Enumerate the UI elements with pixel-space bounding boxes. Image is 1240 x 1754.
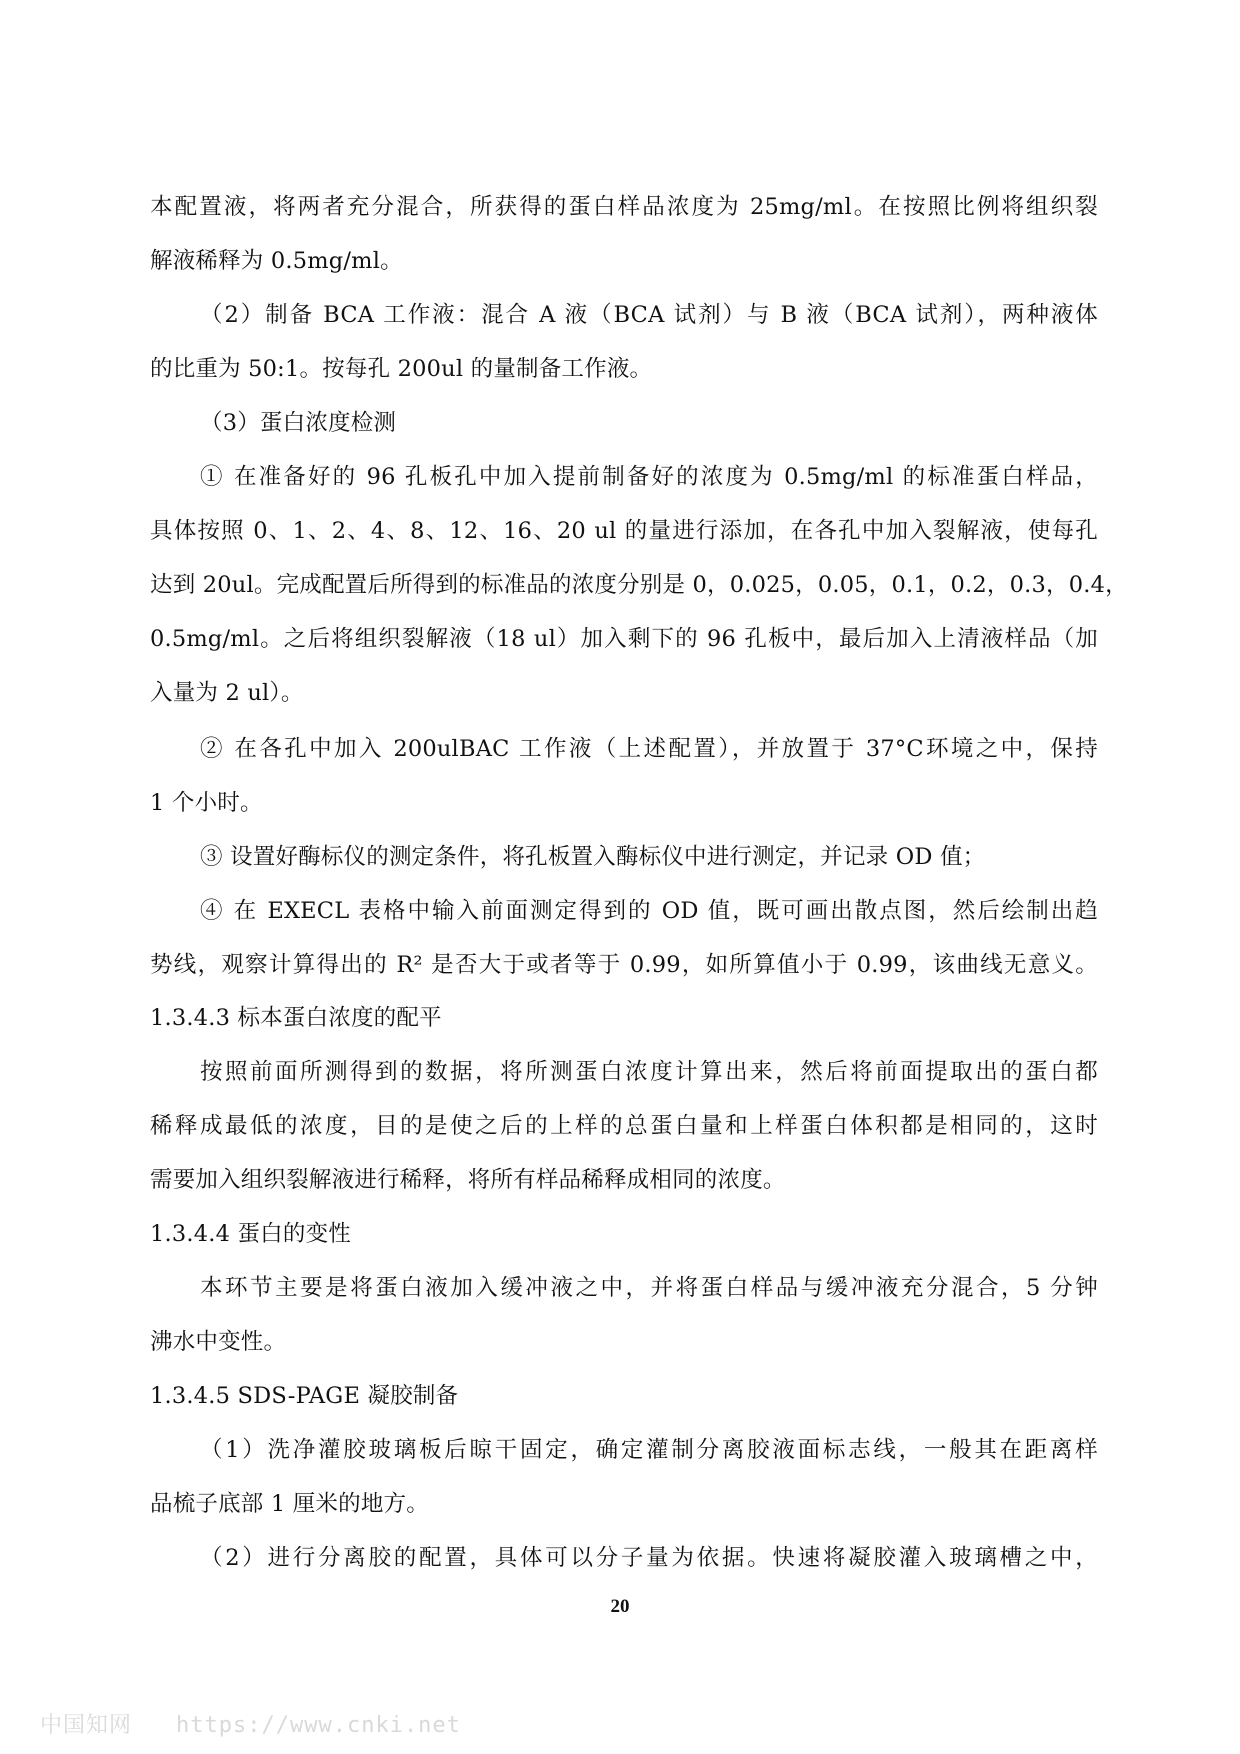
text-line-21: 本环节主要是将蛋白液加入缓冲液之中，并将蛋白样品与缓冲液充分混合，5 分钟 (200, 1275, 1098, 1301)
text-line-17: 按照前面所测得到的数据，将所测蛋白浓度计算出来，然后将前面提取出的蛋白都 (200, 1059, 1098, 1085)
page-number: 20 (610, 1596, 630, 1617)
section-heading-1-3-4-4: 1.3.4.4 蛋白的变性 (150, 1221, 351, 1247)
section-heading-1-3-4-5: 1.3.4.5 SDS-PAGE 凝胶制备 (150, 1383, 459, 1409)
text-line-24: （1）洗净灌胶玻璃板后晾干固定，确定灌制分离胶液面标志线，一般其在距离样 (200, 1437, 1098, 1463)
text-line-9: 0.5mg/ml。之后将组织裂解液（18 ul）加入剩下的 96 孔板中，最后加入上清液样品（加 (150, 626, 1098, 652)
watermark-brand: 中国知网 (40, 1713, 133, 1738)
text-line-3: （2）制备 BCA 工作液：混合 A 液（BCA 试剂）与 B 液（BCA 试剂），两种液体 (200, 302, 1098, 328)
text-line-13: ③ 设置好酶标仪的测定条件，将孔板置入酶标仪中进行测定，并记录 OD 值； (200, 844, 986, 870)
cnki-watermark (40, 1708, 461, 1739)
text-line-6: ① 在准备好的 96 孔板孔中加入提前制备好的浓度为 0.5mg/ml 的标准蛋白样品， (200, 464, 1098, 490)
text-line-25: 品梳子底部 1 厘米的地方。 (150, 1491, 429, 1517)
text-line-10: 入量为 2 ul）。 (150, 680, 304, 706)
text-line-12: 1 个小时。 (150, 790, 263, 816)
text-line-19: 需要加入组织裂解液进行稀释，将所有样品稀释成相同的浓度。 (150, 1167, 786, 1193)
text-line-18: 稀释成最低的浓度，目的是使之后的上样的总蛋白量和上样蛋白体积都是相同的，这时 (150, 1113, 1098, 1139)
text-line-22: 沸水中变性。 (150, 1329, 287, 1355)
watermark-url: https://www.cnki.net (176, 1713, 461, 1738)
text-line-8: 达到 20ul。完成配置后所得到的标准品的浓度分别是 0，0.025，0.05，0.1，0.2，0.3，0.4， (150, 572, 1128, 598)
text-line-1: 本配置液，将两者充分混合，所获得的蛋白样品浓度为 25mg/ml。在按照比例将组织裂 (150, 194, 1098, 220)
section-heading-1-3-4-3: 1.3.4.3 标本蛋白浓度的配平 (150, 1005, 442, 1031)
text-line-7: 具体按照 0、1、2、4、8、12、16、20 ul 的量进行添加，在各孔中加入裂解液，使每孔 (150, 518, 1098, 544)
text-line-2: 解液稀释为 0.5mg/ml。 (150, 248, 403, 274)
text-line-15: 势线，观察计算得出的 R² 是否大于或者等于 0.99，如所算值小于 0.99，该曲线无意义。 (150, 952, 1098, 978)
text-line-11: ② 在各孔中加入 200ulBAC 工作液（上述配置），并放置于 37°C环境之中，保持 (200, 736, 1098, 762)
text-line-14: ④ 在 EXECL 表格中输入前面测定得到的 OD 值，既可画出散点图，然后绘制出趋 (200, 898, 1098, 924)
text-line-26: （2）进行分离胶的配置，具体可以分子量为依据。快速将凝胶灌入玻璃槽之中， (200, 1545, 1098, 1571)
section-subheading-protein-detection: （3）蛋白浓度检测 (200, 410, 397, 436)
text-line-4: 的比重为 50:1。按每孔 200ul 的量制备工作液。 (150, 356, 653, 382)
